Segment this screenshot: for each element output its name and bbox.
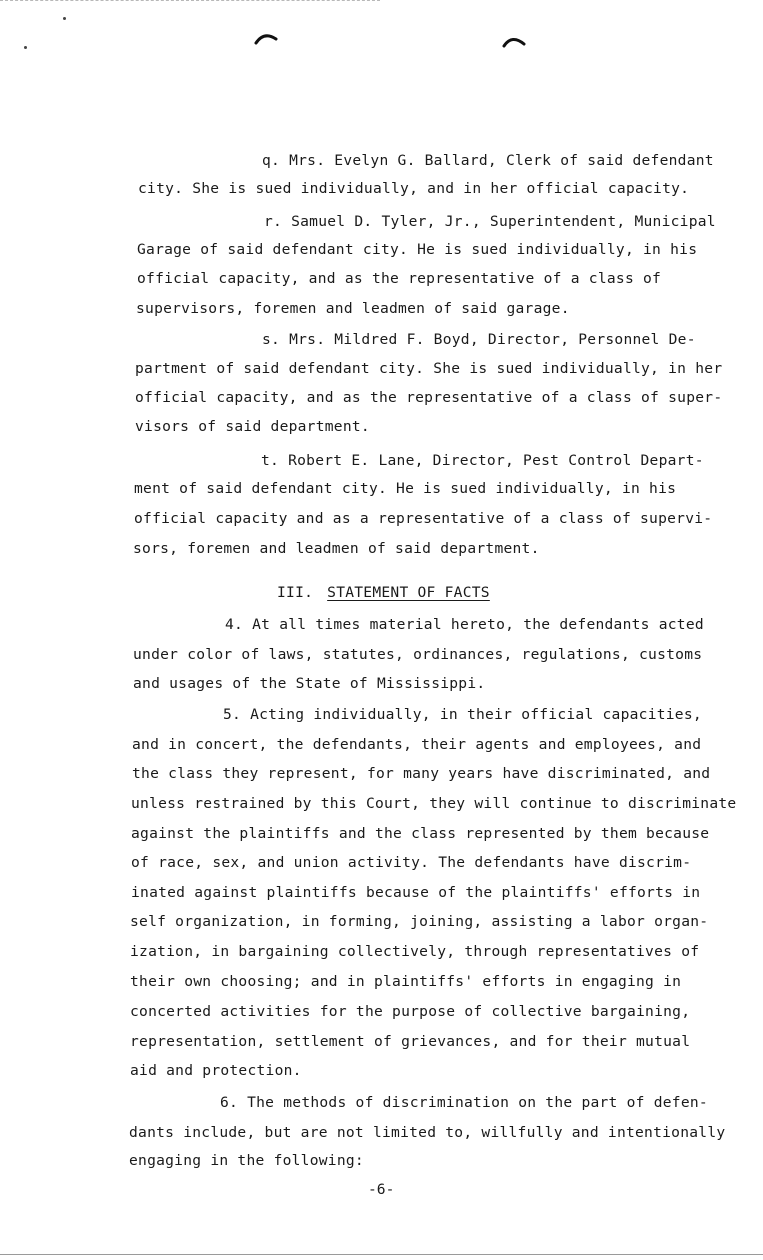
paragraph-r-line-1: r. Samuel D. Tyler, Jr., Superintendent, Municipal bbox=[264, 213, 716, 230]
top-dashed-rule bbox=[0, 0, 380, 1]
paragraph-r-line-3: official capacity, and as the representative of a class of bbox=[137, 270, 662, 287]
section-heading-title: STATEMENT OF FACTS bbox=[327, 584, 490, 601]
paragraph-4-line-1: 4. At all times material hereto, the defendants acted bbox=[225, 616, 704, 633]
paragraph-6-line-3: engaging in the following: bbox=[129, 1152, 364, 1169]
paragraph-5-line-5: against the plaintiffs and the class represented by them because bbox=[131, 825, 710, 842]
paragraph-q-line-1: q. Mrs. Evelyn G. Ballard, Clerk of said defendant bbox=[262, 152, 714, 169]
paragraph-q-line-2: city. She is sued individually, and in her official capacity. bbox=[138, 180, 690, 197]
paragraph-5-line-13: aid and protection. bbox=[130, 1062, 302, 1079]
paragraph-4-line-3: and usages of the State of Mississippi. bbox=[133, 675, 486, 692]
paragraph-5-line-11: concerted activities for the purpose of collective bargaining, bbox=[130, 1003, 691, 1020]
bottom-rule bbox=[0, 1254, 763, 1255]
paragraph-6-line-2: dants include, but are not limited to, willfully and intentionally bbox=[129, 1124, 726, 1141]
section-heading bbox=[277, 584, 490, 602]
paragraph-4-line-2: under color of laws, statutes, ordinances, regulations, customs bbox=[133, 646, 703, 663]
punch-hole-mark-left bbox=[254, 31, 278, 45]
paragraph-t-line-4: sors, foremen and leadmen of said department. bbox=[133, 540, 540, 557]
section-heading-number: III. bbox=[277, 584, 314, 601]
paragraph-5-line-1: 5. Acting individually, in their official capacities, bbox=[223, 706, 702, 723]
punch-hole-mark-right bbox=[502, 34, 526, 48]
paragraph-t-line-3: official capacity and as a representative of a class of supervi- bbox=[134, 510, 713, 527]
paragraph-5-line-6: of race, sex, and union activity. The defendants have discrim- bbox=[131, 854, 692, 871]
paragraph-5-line-7: inated against plaintiffs because of the plaintiffs' efforts in bbox=[131, 884, 701, 901]
paragraph-s-line-1: s. Mrs. Mildred F. Boyd, Director, Personnel De- bbox=[262, 331, 696, 348]
paragraph-5-line-12: representation, settlement of grievances, and for their mutual bbox=[130, 1033, 691, 1050]
paragraph-t-line-2: ment of said defendant city. He is sued individually, in his bbox=[134, 480, 677, 497]
page-number: -6- bbox=[368, 1181, 395, 1198]
paragraph-s-line-2: partment of said defendant city. She is sued individually, in her bbox=[135, 360, 723, 377]
scan-speck bbox=[24, 46, 27, 49]
paragraph-s-line-3: official capacity, and as the representative of a class of super- bbox=[135, 389, 723, 406]
paragraph-t-line-1: t. Robert E. Lane, Director, Pest Control Depart- bbox=[261, 452, 704, 469]
paragraph-6-line-1: 6. The methods of discrimination on the part of defen- bbox=[220, 1094, 708, 1111]
paragraph-5-line-10: their own choosing; and in plaintiffs' efforts in engaging in bbox=[130, 973, 682, 990]
paragraph-5-line-9: ization, in bargaining collectively, through representatives of bbox=[130, 943, 700, 960]
paragraph-5-line-3: the class they represent, for many years have discriminated, and bbox=[132, 765, 711, 782]
paragraph-r-line-4: supervisors, foremen and leadmen of said garage. bbox=[136, 300, 570, 317]
scan-speck bbox=[63, 17, 66, 20]
paragraph-5-line-2: and in concert, the defendants, their agents and employees, and bbox=[132, 736, 702, 753]
paragraph-5-line-4: unless restrained by this Court, they will continue to discriminate bbox=[131, 795, 737, 812]
paragraph-r-line-2: Garage of said defendant city. He is sued individually, in his bbox=[137, 241, 698, 258]
paragraph-5-line-8: self organization, in forming, joining, assisting a labor organ- bbox=[130, 913, 709, 930]
paragraph-s-line-4: visors of said department. bbox=[135, 418, 370, 435]
